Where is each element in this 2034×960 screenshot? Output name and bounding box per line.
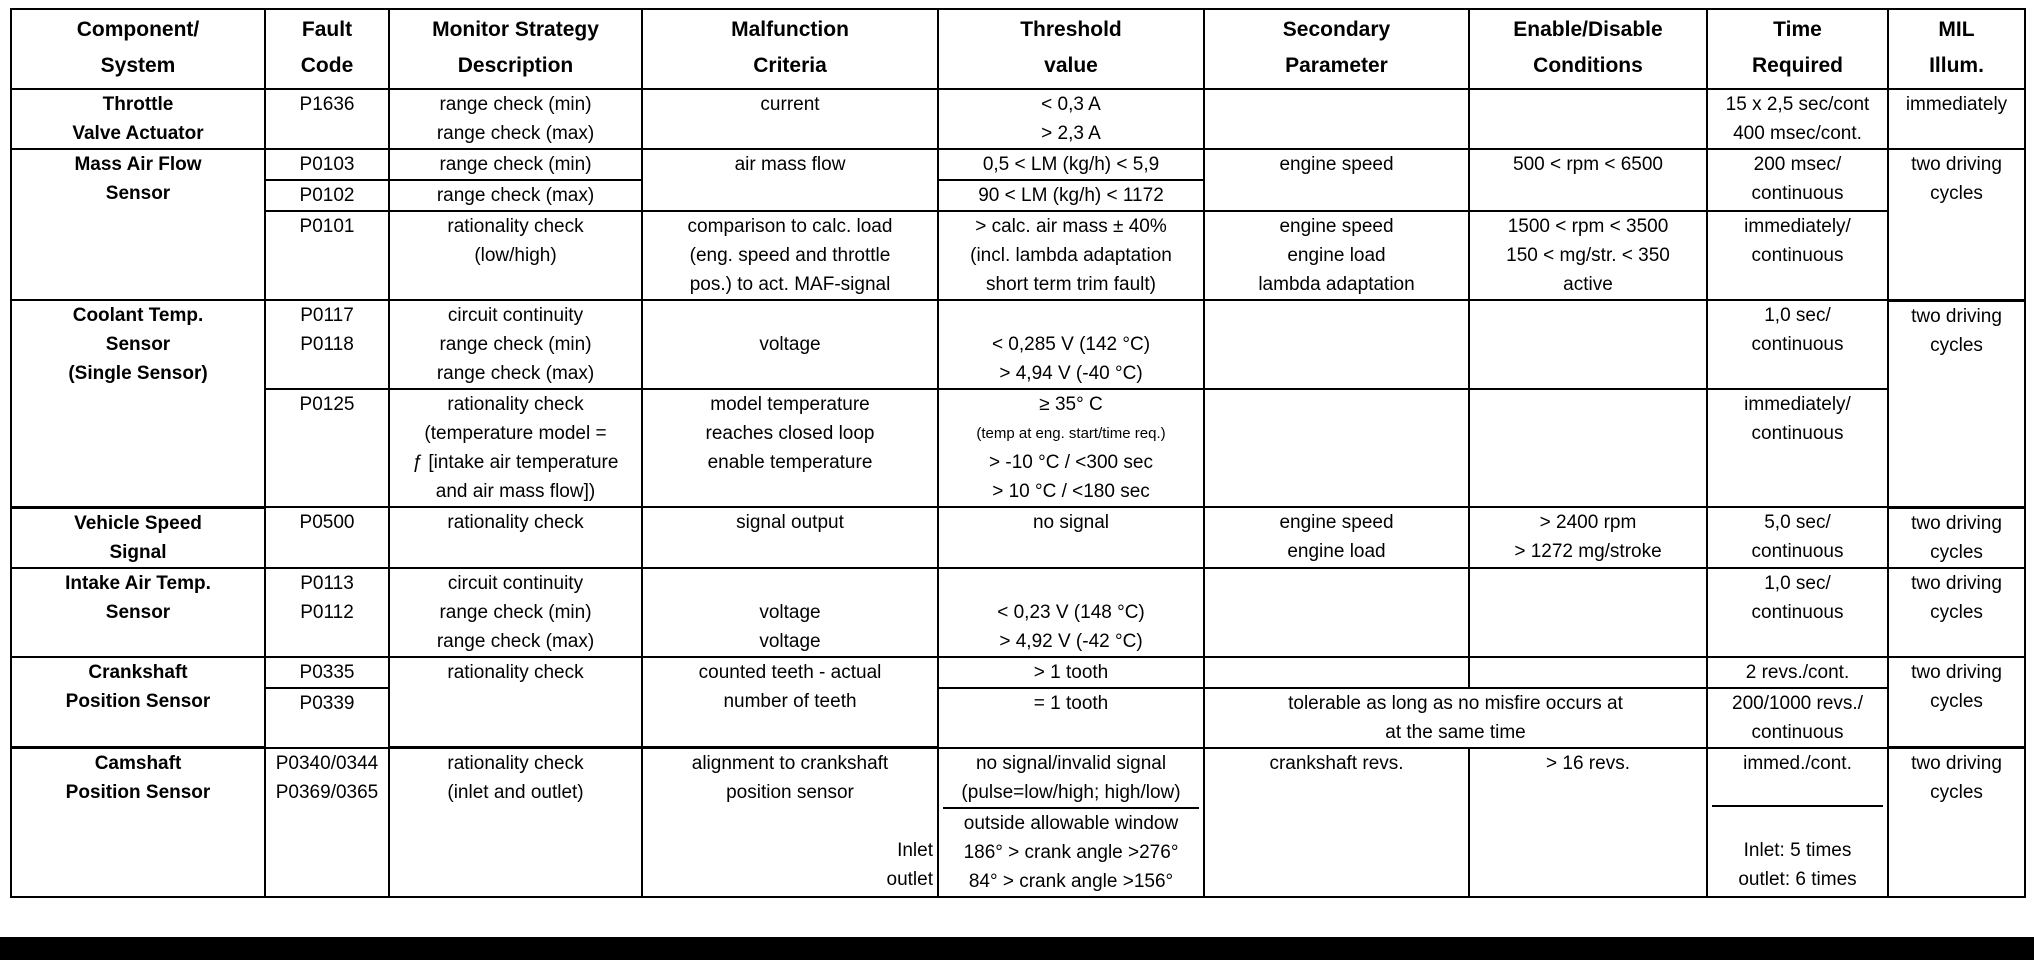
col-header-criteria: Malfunction Criteria [642,9,938,89]
table-row-throttle [11,89,2025,149]
time-cell: 200 msec/ continuous [1707,149,1888,211]
threshold-cell: > 1 tooth [938,657,1204,688]
threshold-cell: > calc. air mass ± 40% (incl. lambda adaptation short term trim fault) [938,211,1204,300]
criteria-cell: alignment to crankshaft position sensor Inlet outlet [642,748,938,897]
enable-cell [1469,389,1707,507]
mil-cell: two driving cycles [1888,149,2025,300]
fault-code-cell: P0102 [265,180,389,211]
col-header-secondary: Secondary Parameter [1204,9,1469,89]
table-row-vss [11,507,2025,568]
secondary-cell [1204,89,1469,149]
threshold-cell: < 0,285 V (142 °C) > 4,94 V (-40 °C) [938,300,1204,389]
mil-cell: immediately [1888,89,2025,149]
component-cell: Coolant Temp. Sensor (Single Sensor) [11,300,265,507]
secondary-cell [1204,568,1469,657]
threshold-cell: no signal/invalid signal (pulse=low/high; high/low) outside allowable window 186° > crank angle >276° 84° > crank angle >156° [938,748,1204,897]
enable-cell: 500 < rpm < 6500 [1469,149,1707,211]
time-cell: immediately/ continuous [1707,211,1888,300]
fault-code-cell: P0103 [265,149,389,180]
threshold-cell: < 0,23 V (148 °C) > 4,92 V (-42 °C) [938,568,1204,657]
criteria-cell: current [642,89,938,149]
table-row-coolant-2 [11,389,2025,507]
col-header-threshold: Threshold value [938,9,1204,89]
enable-cell: 1500 < rpm < 3500 150 < mg/str. < 350 active [1469,211,1707,300]
criteria-cell: signal output [642,507,938,568]
strategy-cell: rationality check (temperature model = ƒ [intake air temperature and air mass flow]) [389,389,642,507]
secondary-cell: engine speed engine load [1204,507,1469,568]
table-row-maf-3 [11,211,2025,300]
time-cell: 200/1000 revs./ continuous [1707,688,1888,748]
component-cell: Mass Air Flow Sensor [11,149,265,300]
time-cell: 1,0 sec/ continuous [1707,300,1888,389]
fault-code-cell: P0117 P0118 [265,300,389,389]
component-cell: Throttle Valve Actuator [11,89,265,149]
strategy-cell: range check (min) range check (max) [389,89,642,149]
secondary-cell: tolerable as long as no misfire occurs at at the same time [1204,688,1707,748]
col-header-fault-code: Fault Code [265,9,389,89]
strategy-cell: rationality check (low/high) [389,211,642,300]
secondary-cell [1204,657,1469,688]
col-header-mil: MIL Illum. [1888,9,2025,89]
col-header-strategy: Monitor Strategy Description [389,9,642,89]
time-cell: 5,0 sec/ continuous [1707,507,1888,568]
fault-code-cell: P0125 [265,389,389,507]
strategy-cell: rationality check (inlet and outlet) [389,748,642,897]
strategy-cell: rationality check [389,507,642,568]
strategy-cell: range check (min) [389,149,642,180]
fault-code-cell: P0339 [265,688,389,748]
enable-cell [1469,89,1707,149]
component-cell: Crankshaft Position Sensor [11,657,265,748]
threshold-cell: ≥ 35° C (temp at eng. start/time req.) > -10 °C / <300 sec > 10 °C / <180 sec [938,389,1204,507]
col-header-enable: Enable/Disable Conditions [1469,9,1707,89]
fault-code-cell: P0500 [265,507,389,568]
table-row-crank-1 [11,657,2025,688]
strategy-cell: circuit continuity range check (min) range check (max) [389,300,642,389]
strategy-cell: circuit continuity range check (min) range check (max) [389,568,642,657]
fault-code-cell: P0340/0344 P0369/0365 [265,748,389,897]
secondary-cell: engine speed [1204,149,1469,211]
secondary-cell [1204,300,1469,389]
table-row-cam [11,748,2025,897]
table-row-coolant-1 [11,300,2025,389]
enable-cell [1469,568,1707,657]
criteria-cell: air mass flow [642,149,938,211]
component-cell: Camshaft Position Sensor [11,748,265,897]
mil-cell: two driving cycles [1888,568,2025,657]
criteria-cell: voltage [642,300,938,389]
mil-cell: two driving cycles [1888,748,2025,897]
mil-cell: two driving cycles [1888,507,2025,568]
table-row-crank-2 [11,688,2025,748]
fault-code-cell: P1636 [265,89,389,149]
header-row [11,9,2025,89]
secondary-cell: engine speed engine load lambda adaptation [1204,211,1469,300]
component-cell: Intake Air Temp. Sensor [11,568,265,657]
threshold-cell: 0,5 < LM (kg/h) < 5,9 [938,149,1204,180]
enable-cell: > 2400 rpm > 1272 mg/stroke [1469,507,1707,568]
strategy-cell: rationality check [389,657,642,748]
time-cell: 1,0 sec/ continuous [1707,568,1888,657]
threshold-cell: 90 < LM (kg/h) < 1172 [938,180,1204,211]
criteria-cell: counted teeth - actual number of teeth [642,657,938,748]
strategy-cell: range check (max) [389,180,642,211]
secondary-cell: crankshaft revs. [1204,748,1469,897]
time-cell: 15 x 2,5 sec/cont 400 msec/cont. [1707,89,1888,149]
criteria-cell: comparison to calc. load (eng. speed and throttle pos.) to act. MAF-signal [642,211,938,300]
col-header-component: Component/ System [11,9,265,89]
criteria-cell: model temperature reaches closed loop enable temperature [642,389,938,507]
fault-code-cell: P0113 P0112 [265,568,389,657]
threshold-cell: = 1 tooth [938,688,1204,748]
time-cell: 2 revs./cont. [1707,657,1888,688]
mil-cell: two driving cycles [1888,657,2025,748]
table-row-iat [11,568,2025,657]
threshold-cell: < 0,3 A > 2,3 A [938,89,1204,149]
col-header-time: Time Required [1707,9,1888,89]
enable-cell: > 16 revs. [1469,748,1707,897]
enable-cell [1469,300,1707,389]
criteria-cell: voltage voltage [642,568,938,657]
threshold-cell: no signal [938,507,1204,568]
fault-code-cell: P0101 [265,211,389,300]
mil-cell: two driving cycles [1888,300,2025,507]
enable-cell [1469,657,1707,688]
diagnostic-table [10,8,2026,898]
secondary-cell [1204,389,1469,507]
table-row-maf-1 [11,149,2025,180]
component-cell: Vehicle Speed Signal [11,507,265,568]
bottom-bar [0,937,2034,960]
time-cell: immediately/ continuous [1707,389,1888,507]
fault-code-cell: P0335 [265,657,389,688]
time-cell: immed./cont. Inlet: 5 times outlet: 6 times [1707,748,1888,897]
